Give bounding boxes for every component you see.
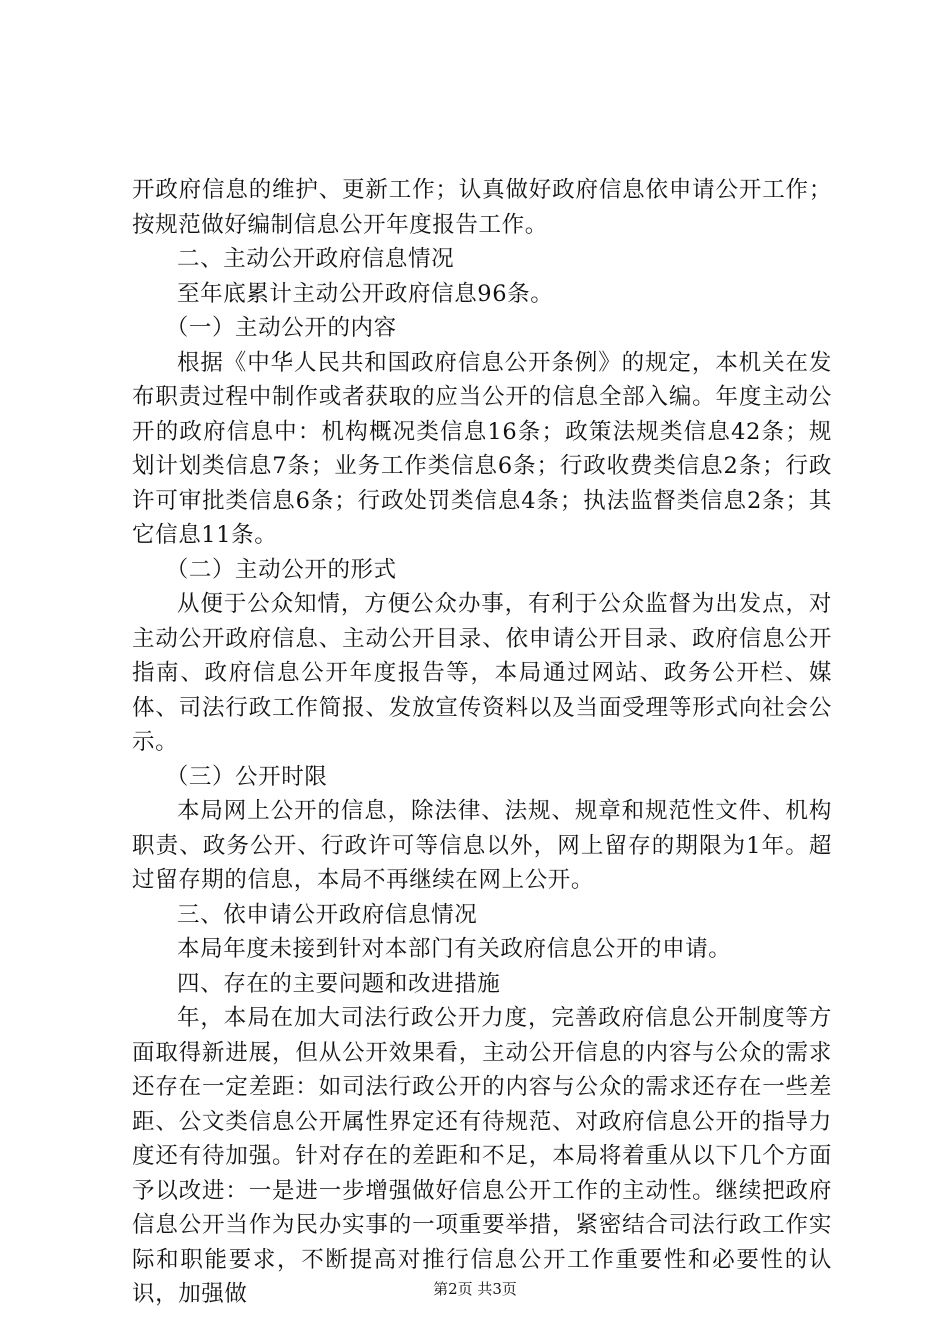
paragraph-disclosure-content: 根据《中华人民共和国政府信息公开条例》的规定，本机关在发布职责过程中制作或者获取的应当公开的信息全部入编。年度主动公开的政府信息中：机构概况类信息16条；政策法规类信息42条；规划计划类信息7条；业务工作类信息6条；行政收费类信息2条；行政许可审批类信息6条；行政处罚类信息4条；执法监督类信息2条；其它信息11条。 <box>132 349 832 548</box>
page-number-footer: 第2页 共3页 <box>433 1280 517 1298</box>
paragraph-disclosure-period: 本局网上公开的信息，除法律、法规、规章和规范性文件、机构职责、政务公开、行政许可等信息以外，网上留存的期限为1年。超过留存期的信息，本局不再继续在网上公开。 <box>132 798 832 893</box>
paragraph-application-disclosure: 本局年度未接到针对本部门有关政府信息公开的申请。 <box>177 936 732 962</box>
subheading-disclosure-period: （三）公开时限 <box>165 763 328 790</box>
paragraph-continuation: 开政府信息的维护、更新工作；认真做好政府信息依申请公开工作；按规范做好编制信息公开年度报告工作。 <box>132 177 832 238</box>
subheading-disclosure-form: （二）主动公开的形式 <box>165 556 397 583</box>
paragraph-disclosure-form: 从便于公众知情，方便公众办事，有利于公众监督为出发点，对主动公开政府信息、主动公开目录、依申请公开目录、政府信息公开指南、政府信息公开年度报告等，本局通过网站、政务公开栏、媒体、司法行政工作简报、发放宣传资料以及当面受理等形式向社会公示。 <box>132 591 832 755</box>
document-body <box>132 173 832 1312</box>
subheading-disclosure-content: （一）主动公开的内容 <box>165 315 397 341</box>
section-heading-problems-improvements: 四、存在的主要问题和改进措施 <box>177 970 501 997</box>
paragraph-problems-improvements: 年，本局在加大司法行政公开力度，完善政府信息公开制度等方面取得新进展，但从公开效果看，主动公开信息的内容与公众的需求还存在一定差距：如司法行政公开的内容与公众的需求还存在一些差距、公文类信息公开属性界定还有待规范、对政府信息公开的指导力度还有待加强。针对存在的差距和不足，本局将着重从以下几个方面予以改进：一是进一步增强做好信息公开工作的主动性。继续把政府信息公开当作为民办实事的一项重要举措，紧密结合司法行政工作实际和职能要求，不断提高对推行信息公开工作重要性和必要性的认识，加强做 <box>132 1005 832 1307</box>
section-heading-application-disclosure: 三、依申请公开政府信息情况 <box>177 901 478 928</box>
paragraph-total-count: 至年底累计主动公开政府信息96条。 <box>177 280 554 307</box>
section-heading-proactive-disclosure: 二、主动公开政府信息情况 <box>177 246 455 272</box>
